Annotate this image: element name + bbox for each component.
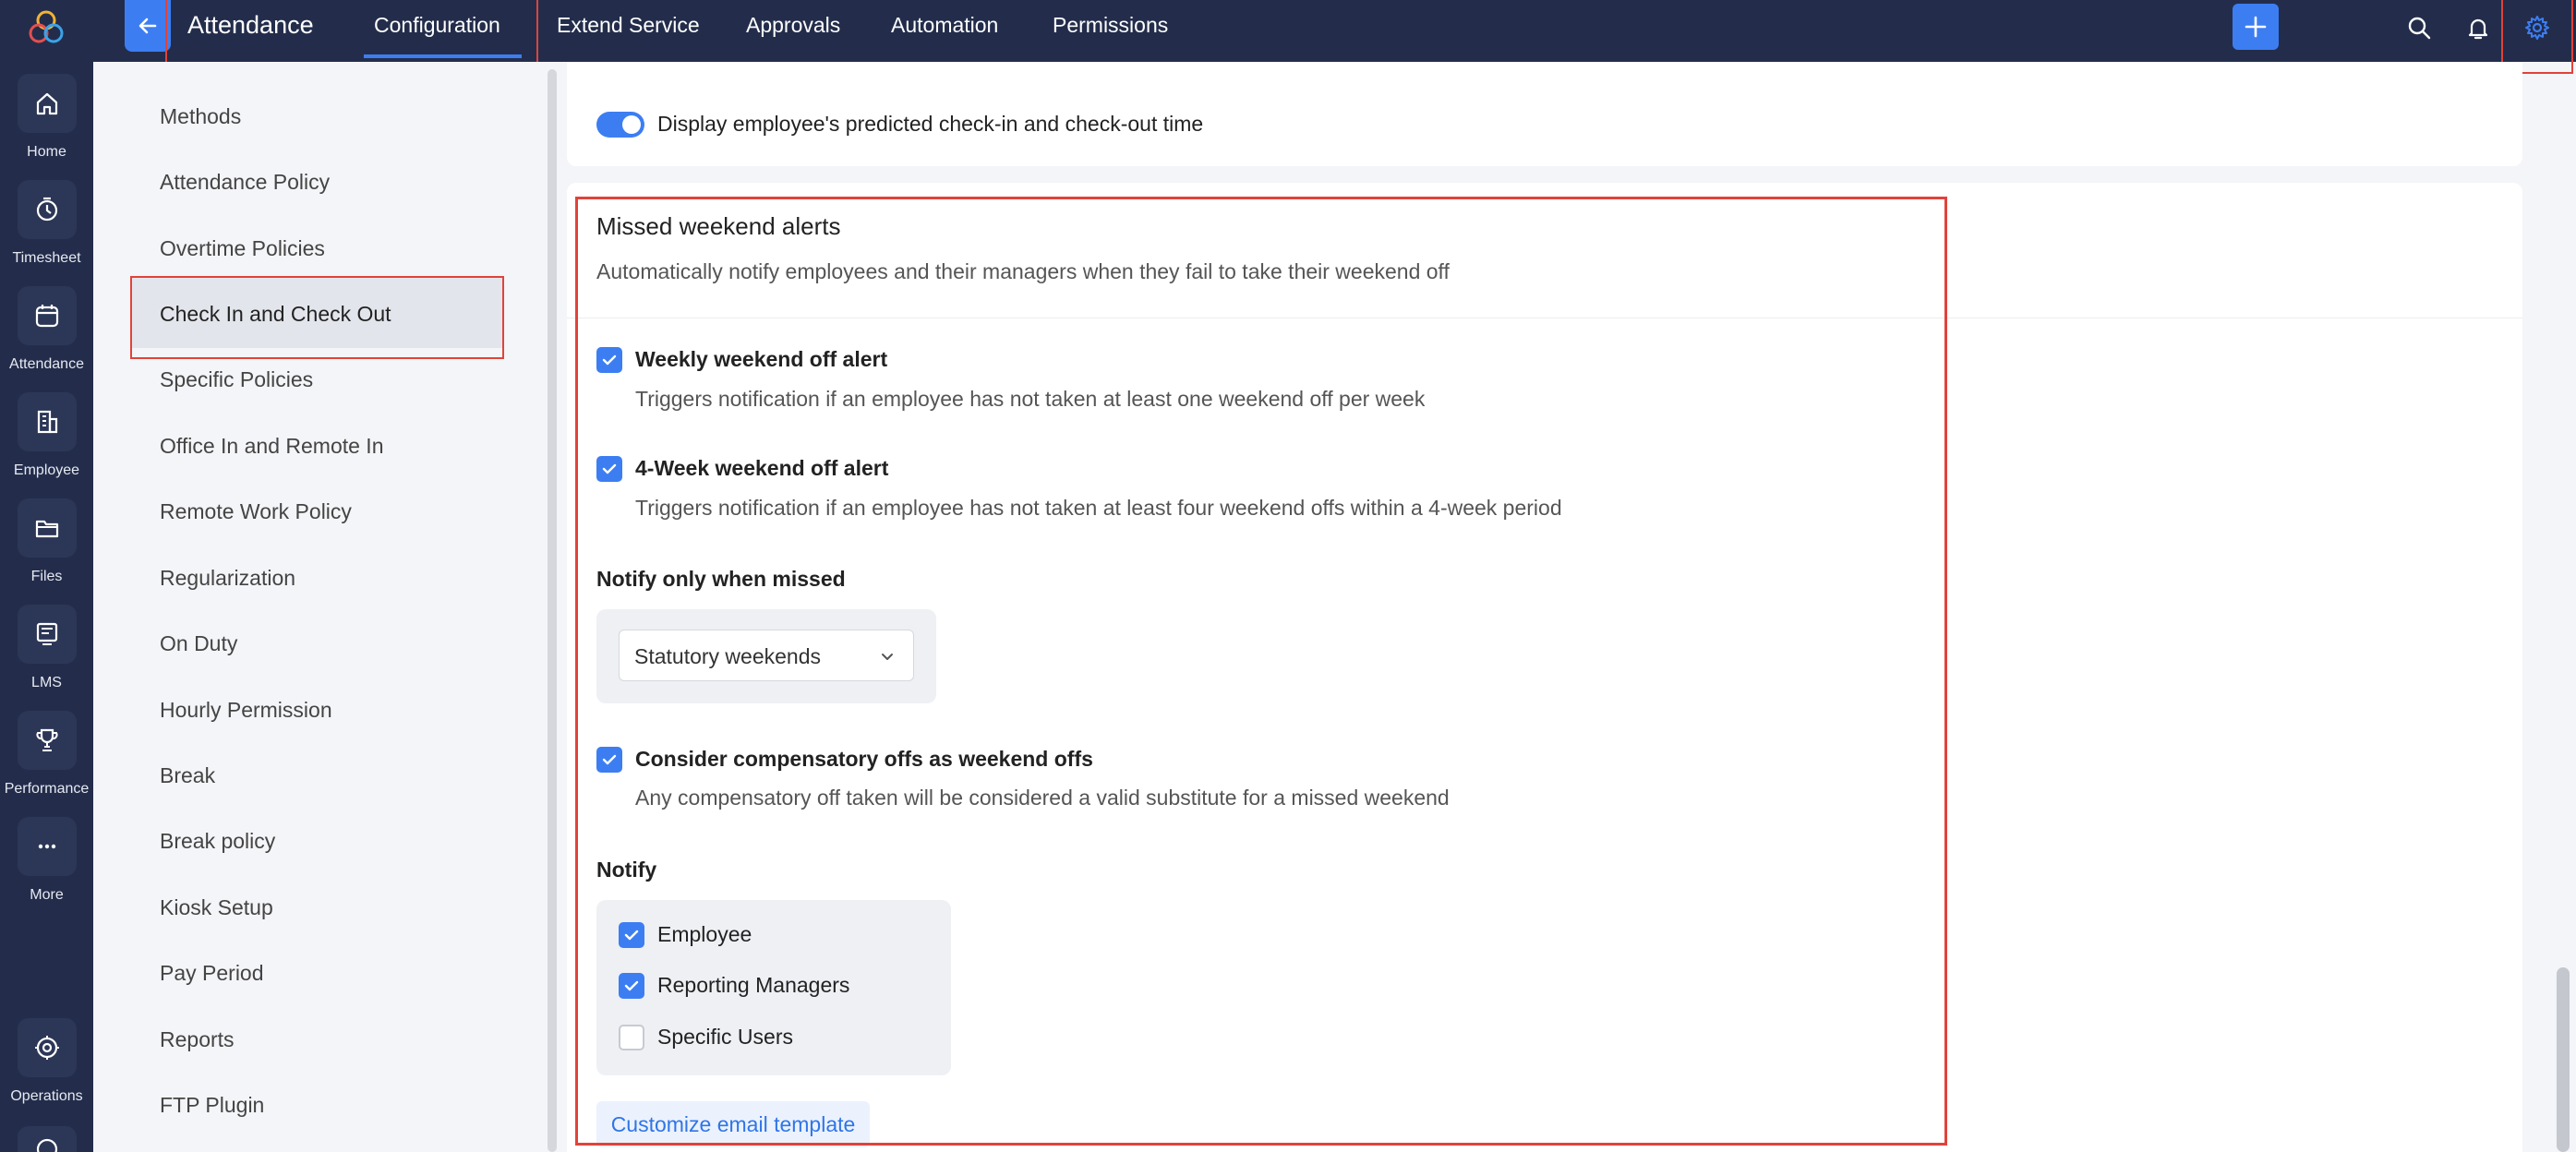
weekly-alert-description: Triggers notification if an employee has not taken at least one weekend off per week xyxy=(635,387,1426,411)
sidebar-item-specific-policies[interactable]: Specific Policies xyxy=(160,367,314,391)
sidebar-item-pay-period[interactable]: Pay Period xyxy=(160,961,264,985)
notify-reporting-managers-label: Reporting Managers xyxy=(657,973,850,997)
predicted-time-toggle[interactable] xyxy=(596,112,644,138)
sidebar-item-on-duty[interactable]: On Duty xyxy=(160,631,238,655)
timesheet-icon xyxy=(18,180,77,239)
sidebar-item-remote-work-policy[interactable]: Remote Work Policy xyxy=(160,499,352,523)
tab-permissions[interactable]: Permissions xyxy=(1053,13,1169,37)
plus-icon xyxy=(2243,14,2269,40)
folder-icon xyxy=(18,498,77,558)
trophy-icon xyxy=(18,711,77,770)
sidebar-item-reports[interactable]: Reports xyxy=(160,1027,235,1051)
rail-item-label: Performance xyxy=(4,781,90,797)
rail-item-timesheet[interactable] xyxy=(0,180,93,272)
calendar-icon xyxy=(18,286,77,345)
rail-item-files[interactable] xyxy=(0,498,93,591)
highlight-box-sidebar xyxy=(130,276,504,359)
main-scrollbar-thumb[interactable] xyxy=(2557,967,2570,1152)
sidebar-item-ftp-plugin[interactable]: FTP Plugin xyxy=(160,1093,265,1117)
sidebar-item-kiosk-setup[interactable]: Kiosk Setup xyxy=(160,895,273,919)
rail-item-more[interactable] xyxy=(0,817,93,909)
rail-item-label: More xyxy=(30,887,64,903)
missed-weekend-description: Automatically notify employees and their managers when they fail to take their weekend off xyxy=(596,259,1450,283)
missed-weekend-title: Missed weekend alerts xyxy=(596,212,841,240)
rail-item-lms[interactable] xyxy=(0,605,93,697)
tab-approvals[interactable]: Approvals xyxy=(746,13,841,37)
rail-item-attendance[interactable] xyxy=(0,286,93,378)
search-button[interactable] xyxy=(2401,9,2438,46)
rail-item-performance[interactable] xyxy=(0,711,93,803)
sidebar-scrollbar[interactable] xyxy=(544,62,562,1152)
sidebar-item-office-remote-in[interactable]: Office In and Remote In xyxy=(160,434,384,458)
tab-automation[interactable]: Automation xyxy=(891,13,999,37)
weekly-alert-label: Weekly weekend off alert xyxy=(635,347,888,371)
sidebar-item-check-in-check-out[interactable]: Check In and Check Out xyxy=(160,302,391,326)
rail-item-label: Files xyxy=(30,569,63,584)
add-button[interactable] xyxy=(2233,4,2279,50)
sidebar-item-break[interactable]: Break xyxy=(160,763,216,787)
rail-item-operations[interactable] xyxy=(0,1018,93,1110)
configuration-sidebar xyxy=(93,62,544,1152)
rail-item-label: Timesheet xyxy=(12,250,81,266)
rail-item-label: Operations xyxy=(10,1088,83,1104)
notifications-button[interactable] xyxy=(2460,9,2497,46)
notify-employee-label: Employee xyxy=(657,922,752,946)
sidebar-item-break-policy[interactable]: Break policy xyxy=(160,829,276,853)
tab-extend-service[interactable]: Extend Service xyxy=(557,13,700,37)
predicted-time-card xyxy=(567,62,2522,166)
rail-item-employee[interactable] xyxy=(0,392,93,485)
search-icon xyxy=(2406,15,2432,41)
bell-icon xyxy=(2465,15,2491,41)
building-icon xyxy=(18,392,77,451)
notify-label: Notify xyxy=(596,858,657,882)
sidebar-item-attendance-policy[interactable]: Attendance Policy xyxy=(160,170,331,194)
back-button[interactable] xyxy=(125,0,171,52)
notify-only-selected-value: Statutory weekends xyxy=(634,644,822,668)
operations-icon xyxy=(18,1018,77,1077)
rail-item-home[interactable] xyxy=(0,74,93,166)
customize-email-template-button[interactable]: Customize email template xyxy=(596,1101,870,1147)
arrow-left-icon xyxy=(136,14,160,38)
app-rail xyxy=(0,0,93,1152)
sidebar-item-overtime-policies[interactable]: Overtime Policies xyxy=(160,236,325,260)
rail-item-label: Home xyxy=(27,144,66,160)
compensatory-label: Consider compensatory offs as weekend offs xyxy=(635,747,1093,771)
pie-icon xyxy=(18,1126,77,1152)
four-week-alert-description: Triggers notification if an employee has not taken at least four weekend offs within a 4-week period xyxy=(635,496,1562,520)
app-logo-icon[interactable] xyxy=(26,7,66,48)
lms-icon xyxy=(18,605,77,664)
predicted-time-label: Display employee's predicted check-in and check-out time xyxy=(657,112,1204,136)
app-title: Attendance xyxy=(187,11,314,39)
sidebar-item-methods[interactable]: Methods xyxy=(160,104,242,128)
more-icon xyxy=(18,817,77,876)
rail-item-partial[interactable] xyxy=(0,1126,93,1152)
notify-only-label: Notify only when missed xyxy=(596,567,846,591)
four-week-alert-label: 4-Week weekend off alert xyxy=(635,456,889,480)
rail-item-label: LMS xyxy=(31,675,62,690)
sidebar-scrollbar-track[interactable] xyxy=(548,69,557,1152)
home-icon xyxy=(18,74,77,133)
rail-item-label: Employee xyxy=(13,462,80,478)
rail-item-label: Attendance xyxy=(9,356,84,372)
sidebar-item-hourly-permission[interactable]: Hourly Permission xyxy=(160,698,332,722)
tab-configuration[interactable]: Configuration xyxy=(374,13,500,37)
compensatory-description: Any compensatory off taken will be considered a valid substitute for a missed weekend xyxy=(635,786,1450,810)
sidebar-item-regularization[interactable]: Regularization xyxy=(160,566,296,590)
highlight-box-missed-weekend xyxy=(575,197,1947,1146)
notify-specific-users-label: Specific Users xyxy=(657,1025,793,1049)
